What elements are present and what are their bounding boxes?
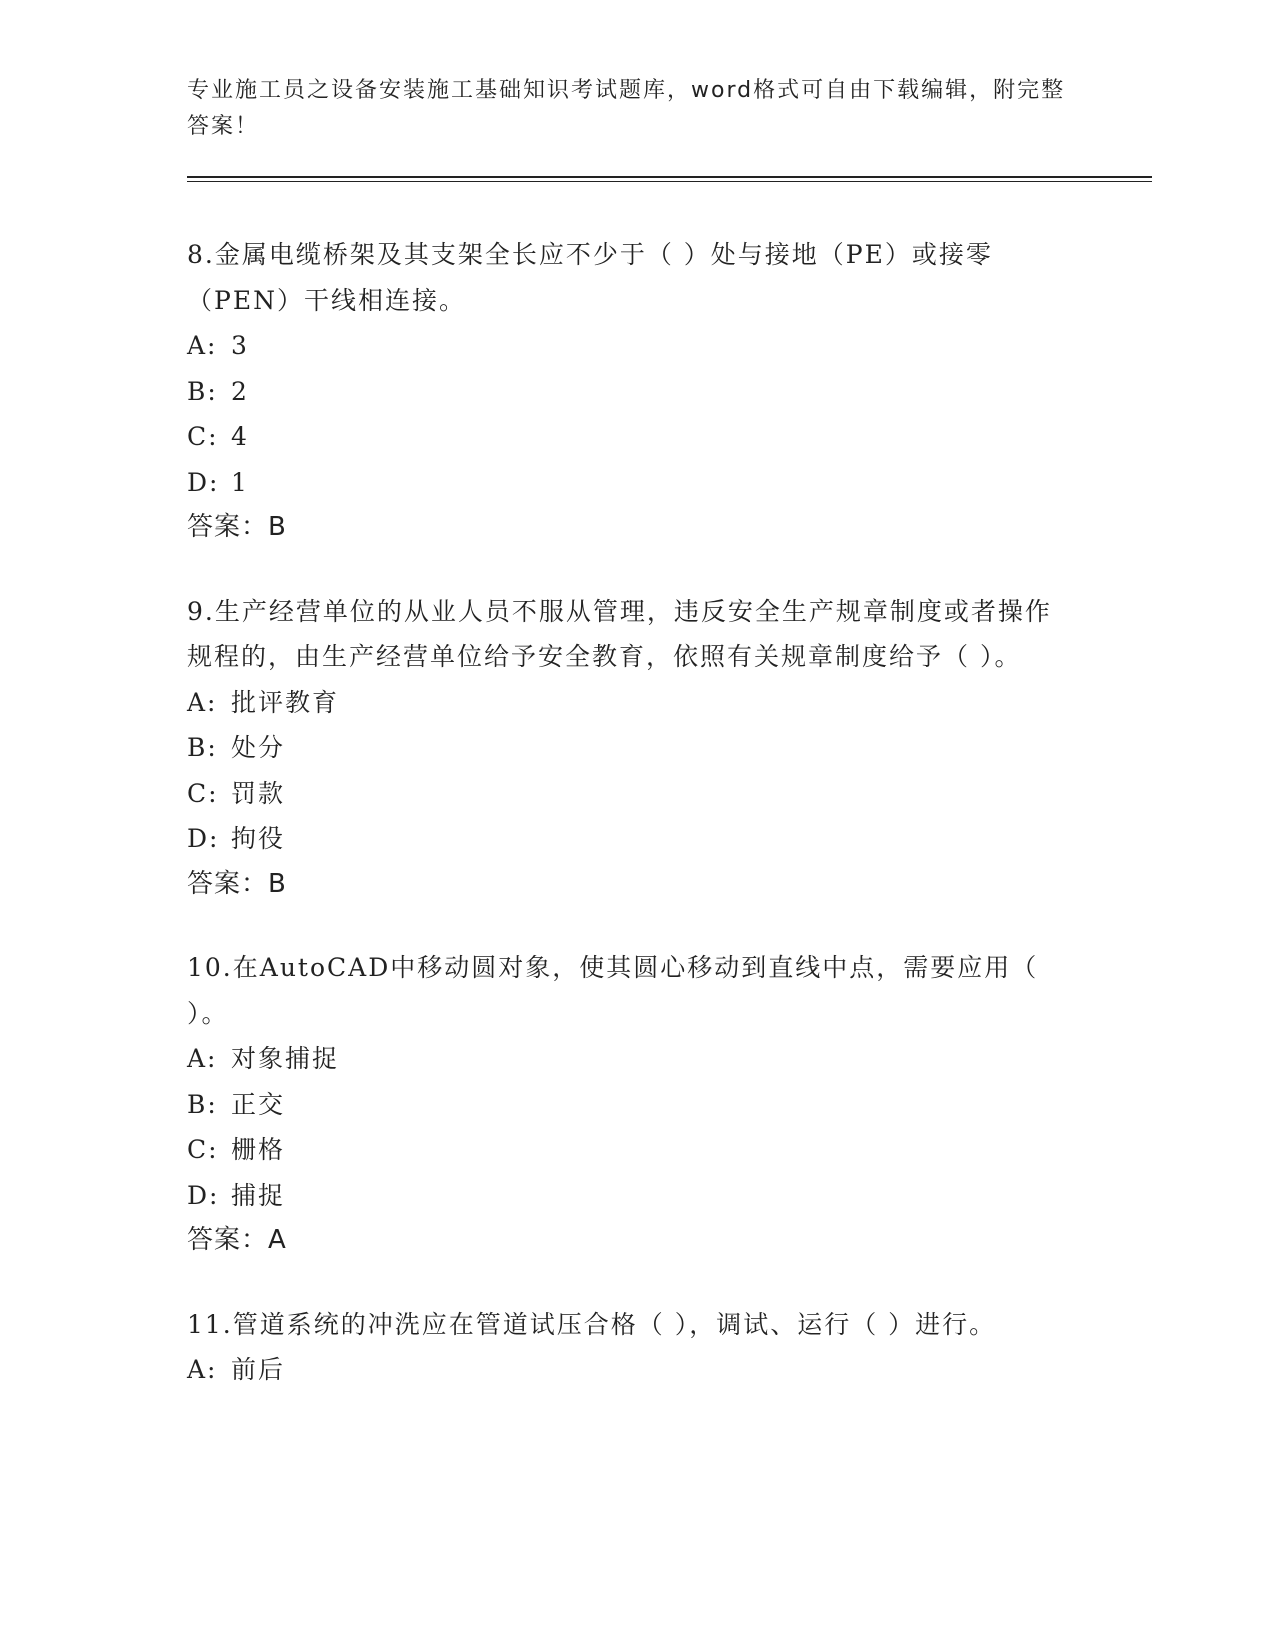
option-text: 批评教育 bbox=[231, 687, 340, 717]
option-text: 正交 bbox=[231, 1089, 286, 1119]
option-a bbox=[187, 323, 1067, 369]
question-10 bbox=[187, 945, 1067, 1264]
option-key: C: bbox=[187, 422, 219, 451]
option-key: B: bbox=[187, 376, 218, 406]
option-b bbox=[187, 1082, 1067, 1128]
option-d bbox=[187, 816, 1067, 862]
question-8 bbox=[187, 232, 1067, 551]
option-key: C: bbox=[187, 778, 219, 808]
answer-line: 答案：A bbox=[187, 1225, 287, 1255]
option-text: 罚款 bbox=[231, 778, 286, 808]
option-key: A: bbox=[187, 331, 218, 360]
option-text: 4 bbox=[231, 422, 249, 451]
option-b bbox=[187, 725, 1067, 771]
option-c bbox=[187, 771, 1067, 817]
option-text: 处分 bbox=[231, 733, 286, 762]
option-key: D: bbox=[187, 467, 220, 497]
option-text: 捕捉 bbox=[231, 1180, 286, 1210]
question-stem: 8.金属电缆桥架及其支架全长应不少于（ ）处与接地（PE）或接零（PEN）干线相连接。 bbox=[187, 240, 993, 315]
option-key: A: bbox=[187, 1355, 218, 1384]
option-a bbox=[187, 680, 1067, 726]
header-divider-thin bbox=[187, 181, 1152, 182]
header-divider-thick bbox=[187, 176, 1152, 178]
answer-line: 答案：B bbox=[187, 868, 287, 899]
question-9 bbox=[187, 589, 1067, 908]
option-a bbox=[187, 1347, 1067, 1393]
option-d bbox=[187, 460, 1067, 506]
question-list bbox=[187, 232, 1067, 1431]
answer-line: 答案：B bbox=[187, 512, 287, 542]
option-key: C: bbox=[187, 1135, 219, 1164]
option-a bbox=[187, 1036, 1067, 1082]
option-key: D: bbox=[187, 824, 220, 853]
option-key: D: bbox=[187, 1180, 220, 1210]
option-text: 2 bbox=[231, 376, 249, 406]
option-key: A: bbox=[187, 687, 218, 717]
question-stem: 9.生产经营单位的从业人员不服从管理，违反安全生产规章制度或者操作规程的，由生产经营单位给予安全教育，依照有关规章制度给予（ ）。 bbox=[187, 596, 1052, 671]
option-text: 拘役 bbox=[231, 824, 286, 853]
option-key: B: bbox=[187, 733, 218, 762]
option-key: B: bbox=[187, 1089, 218, 1119]
option-d bbox=[187, 1173, 1067, 1219]
question-stem: 10.在AutoCAD中移动圆对象，使其圆心移动到直线中点，需要应用（ ）。 bbox=[187, 953, 1039, 1028]
document-header: 专业施工员之设备安装施工基础知识考试题库，word格式可自由下载编辑，附完整答案！ bbox=[187, 78, 1066, 139]
option-text: 前后 bbox=[231, 1355, 286, 1384]
option-text: 3 bbox=[231, 331, 249, 360]
question-11 bbox=[187, 1302, 1067, 1393]
option-text: 对象捕捉 bbox=[231, 1044, 340, 1073]
option-c bbox=[187, 1127, 1067, 1173]
option-key: A: bbox=[187, 1044, 218, 1073]
option-text: 栅格 bbox=[231, 1135, 286, 1164]
option-c bbox=[187, 414, 1067, 460]
option-b bbox=[187, 369, 1067, 415]
question-stem: 11.管道系统的冲洗应在管道试压合格（ ），调试、运行（ ）进行。 bbox=[187, 1309, 997, 1339]
option-text: 1 bbox=[231, 467, 249, 497]
